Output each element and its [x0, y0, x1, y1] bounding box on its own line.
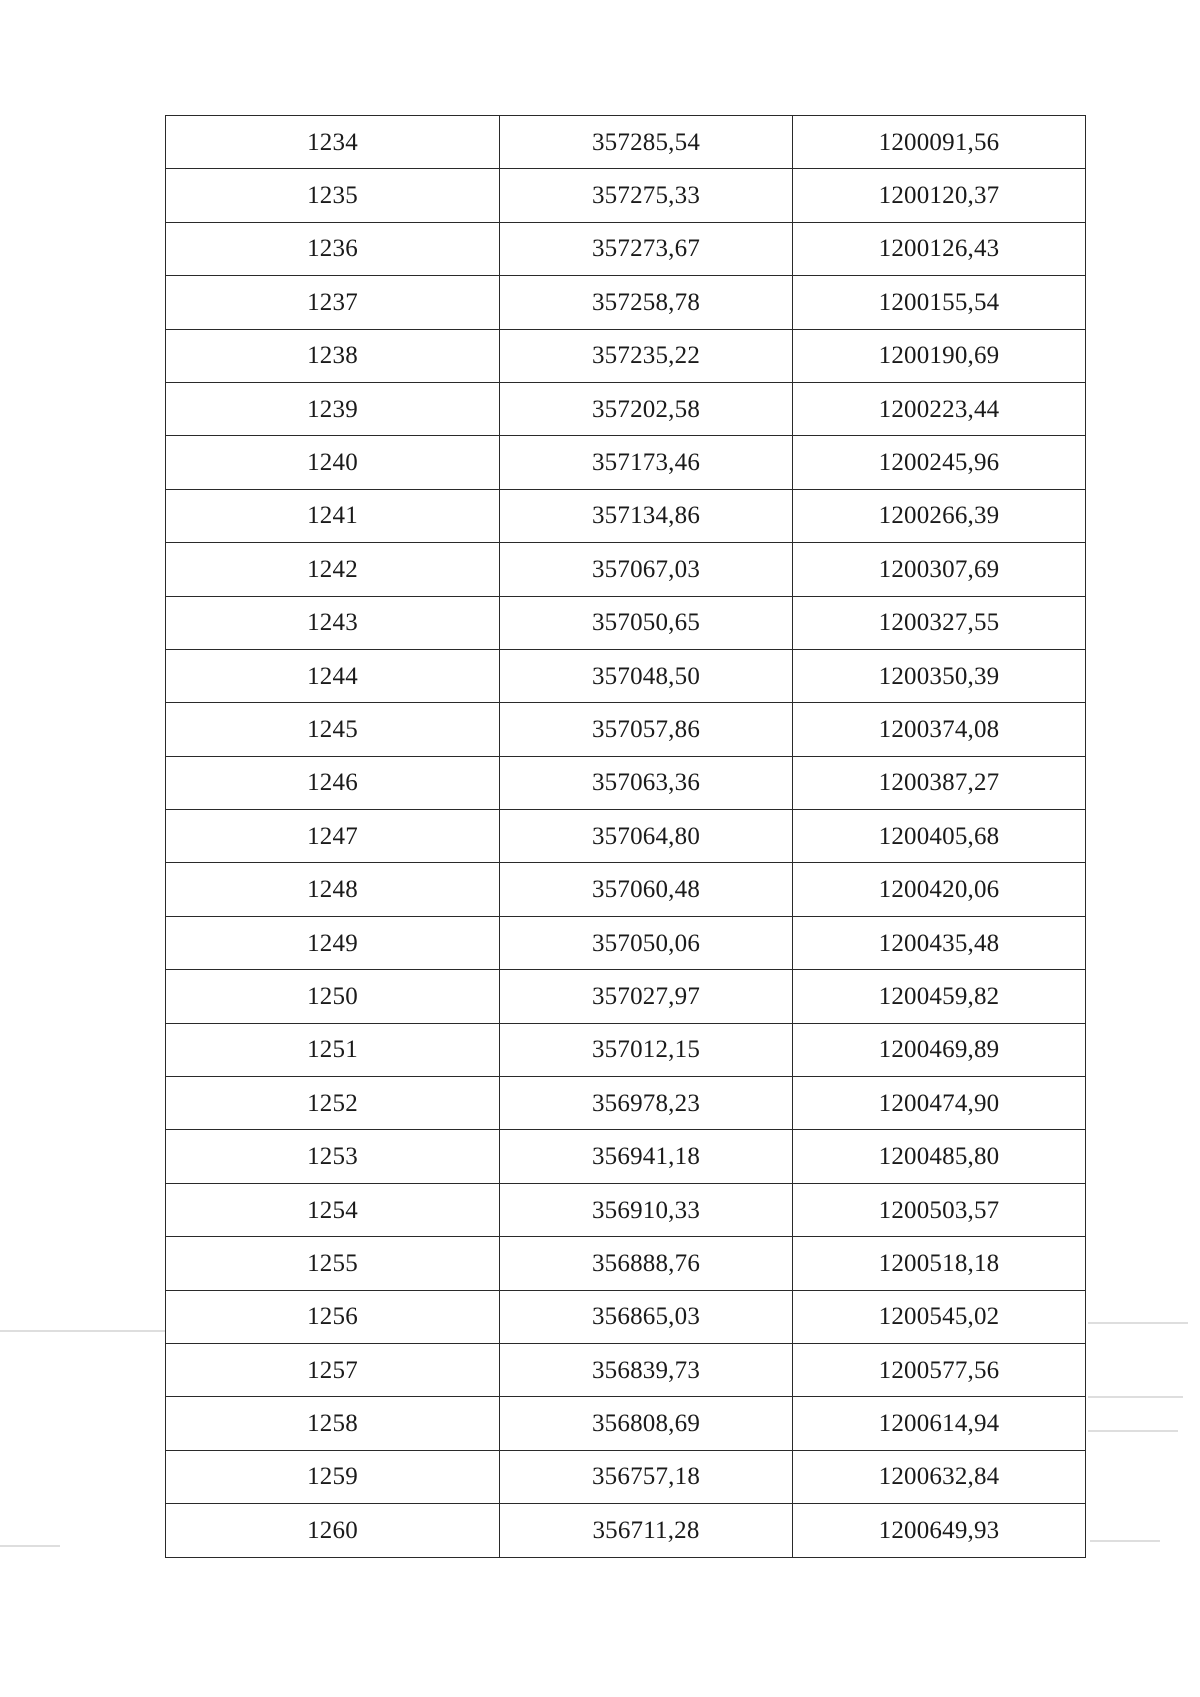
- x-coordinate-cell: 357067,03: [500, 543, 793, 596]
- x-coordinate-cell: 356910,33: [500, 1183, 793, 1236]
- y-coordinate-cell: 1200649,93: [793, 1504, 1086, 1557]
- table-row: [166, 1450, 1086, 1503]
- table-row: [166, 169, 1086, 222]
- y-coordinate-cell: 1200120,37: [793, 169, 1086, 222]
- point-number-cell: 1246: [166, 756, 500, 809]
- y-coordinate-cell: 1200190,69: [793, 329, 1086, 382]
- x-coordinate-cell: 357173,46: [500, 436, 793, 489]
- scan-artifact: [1088, 1396, 1183, 1398]
- y-coordinate-cell: 1200374,08: [793, 703, 1086, 756]
- table-row: [166, 1237, 1086, 1290]
- point-number-cell: 1237: [166, 276, 500, 329]
- scan-artifact: [1088, 1322, 1188, 1324]
- x-coordinate-cell: 357063,36: [500, 756, 793, 809]
- x-coordinate-cell: 357202,58: [500, 382, 793, 435]
- table-row: [166, 276, 1086, 329]
- point-number-cell: 1257: [166, 1343, 500, 1396]
- y-coordinate-cell: 1200266,39: [793, 489, 1086, 542]
- y-coordinate-cell: 1200474,90: [793, 1077, 1086, 1130]
- x-coordinate-cell: 356941,18: [500, 1130, 793, 1183]
- point-number-cell: 1259: [166, 1450, 500, 1503]
- table-row: [166, 1504, 1086, 1557]
- x-coordinate-cell: 356839,73: [500, 1343, 793, 1396]
- table-row: [166, 1290, 1086, 1343]
- point-number-cell: 1243: [166, 596, 500, 649]
- y-coordinate-cell: 1200577,56: [793, 1343, 1086, 1396]
- table-row: [166, 382, 1086, 435]
- y-coordinate-cell: 1200485,80: [793, 1130, 1086, 1183]
- point-number-cell: 1251: [166, 1023, 500, 1076]
- point-number-cell: 1245: [166, 703, 500, 756]
- coordinates-table-body: [166, 116, 1086, 1558]
- point-number-cell: 1242: [166, 543, 500, 596]
- x-coordinate-cell: 357027,97: [500, 970, 793, 1023]
- y-coordinate-cell: 1200155,54: [793, 276, 1086, 329]
- x-coordinate-cell: 357050,65: [500, 596, 793, 649]
- point-number-cell: 1256: [166, 1290, 500, 1343]
- x-coordinate-cell: 357048,50: [500, 649, 793, 702]
- x-coordinate-cell: 356808,69: [500, 1397, 793, 1450]
- scan-artifact: [0, 1330, 165, 1332]
- point-number-cell: 1255: [166, 1237, 500, 1290]
- y-coordinate-cell: 1200350,39: [793, 649, 1086, 702]
- x-coordinate-cell: 357134,86: [500, 489, 793, 542]
- y-coordinate-cell: 1200387,27: [793, 756, 1086, 809]
- point-number-cell: 1235: [166, 169, 500, 222]
- point-number-cell: 1254: [166, 1183, 500, 1236]
- table-row: [166, 703, 1086, 756]
- table-row: [166, 1130, 1086, 1183]
- y-coordinate-cell: 1200245,96: [793, 436, 1086, 489]
- x-coordinate-cell: 356888,76: [500, 1237, 793, 1290]
- y-coordinate-cell: 1200405,68: [793, 810, 1086, 863]
- table-row: [166, 489, 1086, 542]
- x-coordinate-cell: 357060,48: [500, 863, 793, 916]
- coordinates-table: [165, 115, 1086, 1558]
- x-coordinate-cell: 357273,67: [500, 222, 793, 275]
- scan-artifact: [1090, 1540, 1160, 1542]
- y-coordinate-cell: 1200091,56: [793, 116, 1086, 169]
- point-number-cell: 1239: [166, 382, 500, 435]
- x-coordinate-cell: 357285,54: [500, 116, 793, 169]
- y-coordinate-cell: 1200503,57: [793, 1183, 1086, 1236]
- y-coordinate-cell: 1200435,48: [793, 916, 1086, 969]
- point-number-cell: 1248: [166, 863, 500, 916]
- x-coordinate-cell: 357275,33: [500, 169, 793, 222]
- x-coordinate-cell: 356865,03: [500, 1290, 793, 1343]
- y-coordinate-cell: 1200307,69: [793, 543, 1086, 596]
- table-row: [166, 649, 1086, 702]
- y-coordinate-cell: 1200126,43: [793, 222, 1086, 275]
- point-number-cell: 1238: [166, 329, 500, 382]
- y-coordinate-cell: 1200469,89: [793, 1023, 1086, 1076]
- point-number-cell: 1244: [166, 649, 500, 702]
- table-row: [166, 329, 1086, 382]
- y-coordinate-cell: 1200632,84: [793, 1450, 1086, 1503]
- y-coordinate-cell: 1200518,18: [793, 1237, 1086, 1290]
- point-number-cell: 1250: [166, 970, 500, 1023]
- table-row: [166, 1077, 1086, 1130]
- table-row: [166, 756, 1086, 809]
- point-number-cell: 1234: [166, 116, 500, 169]
- scan-artifact: [0, 1545, 60, 1547]
- table-row: [166, 916, 1086, 969]
- point-number-cell: 1240: [166, 436, 500, 489]
- x-coordinate-cell: 356711,28: [500, 1504, 793, 1557]
- point-number-cell: 1252: [166, 1077, 500, 1130]
- table-row: [166, 1023, 1086, 1076]
- table-row: [166, 222, 1086, 275]
- y-coordinate-cell: 1200223,44: [793, 382, 1086, 435]
- x-coordinate-cell: 356757,18: [500, 1450, 793, 1503]
- y-coordinate-cell: 1200459,82: [793, 970, 1086, 1023]
- point-number-cell: 1247: [166, 810, 500, 863]
- y-coordinate-cell: 1200420,06: [793, 863, 1086, 916]
- x-coordinate-cell: 357064,80: [500, 810, 793, 863]
- table-row: [166, 116, 1086, 169]
- y-coordinate-cell: 1200614,94: [793, 1397, 1086, 1450]
- point-number-cell: 1249: [166, 916, 500, 969]
- x-coordinate-cell: 357057,86: [500, 703, 793, 756]
- point-number-cell: 1253: [166, 1130, 500, 1183]
- table-row: [166, 1343, 1086, 1396]
- x-coordinate-cell: 357050,06: [500, 916, 793, 969]
- x-coordinate-cell: 357258,78: [500, 276, 793, 329]
- table-row: [166, 436, 1086, 489]
- x-coordinate-cell: 356978,23: [500, 1077, 793, 1130]
- y-coordinate-cell: 1200545,02: [793, 1290, 1086, 1343]
- table-row: [166, 1183, 1086, 1236]
- x-coordinate-cell: 357012,15: [500, 1023, 793, 1076]
- y-coordinate-cell: 1200327,55: [793, 596, 1086, 649]
- table-row: [166, 543, 1086, 596]
- point-number-cell: 1260: [166, 1504, 500, 1557]
- x-coordinate-cell: 357235,22: [500, 329, 793, 382]
- point-number-cell: 1236: [166, 222, 500, 275]
- table-row: [166, 596, 1086, 649]
- scan-artifact: [1088, 1430, 1178, 1432]
- table-row: [166, 970, 1086, 1023]
- point-number-cell: 1241: [166, 489, 500, 542]
- table-row: [166, 863, 1086, 916]
- table-row: [166, 810, 1086, 863]
- point-number-cell: 1258: [166, 1397, 500, 1450]
- table-row: [166, 1397, 1086, 1450]
